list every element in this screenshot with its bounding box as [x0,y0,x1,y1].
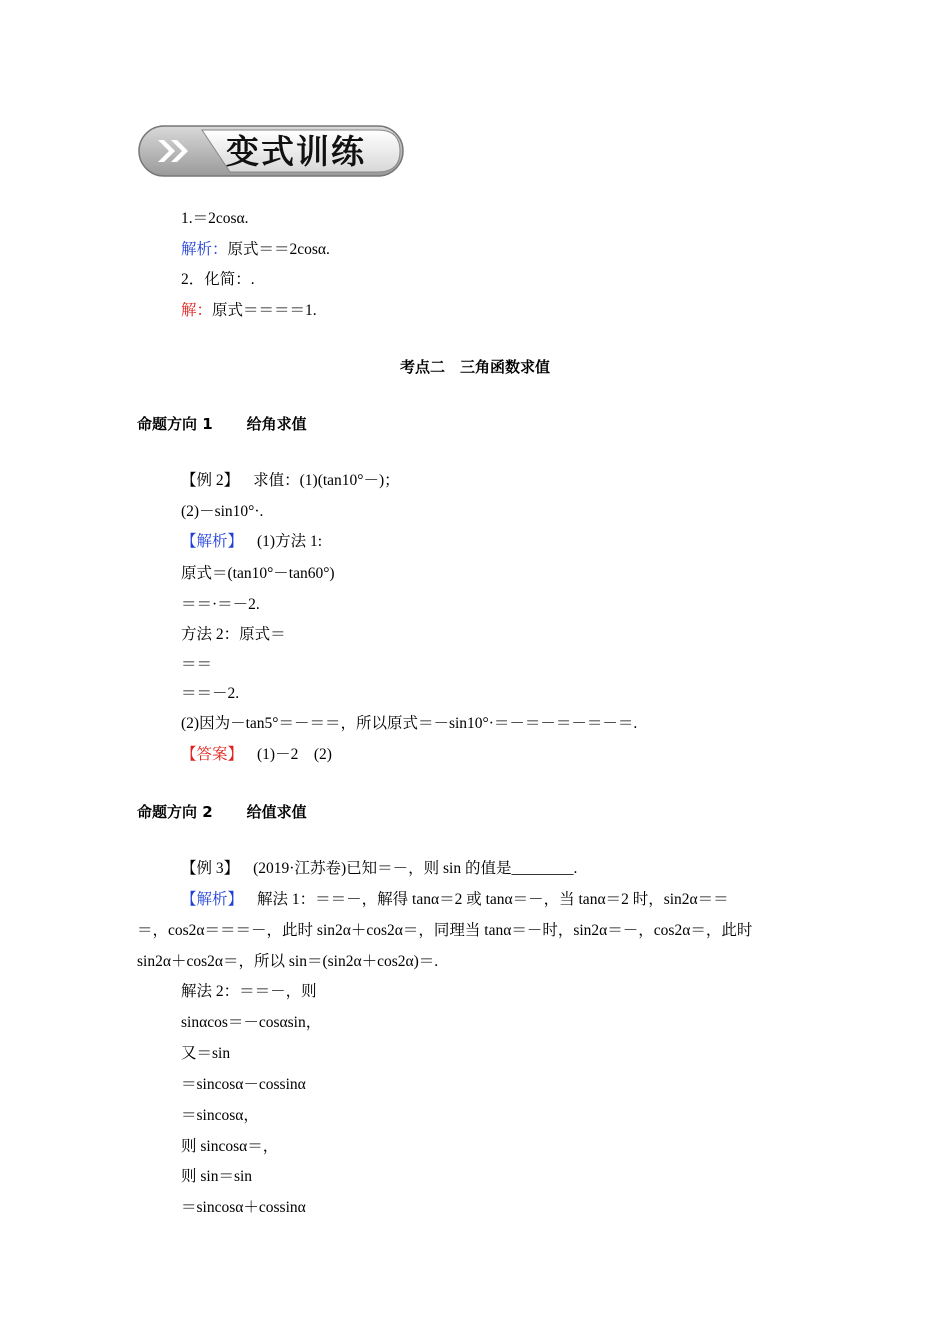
a1-label: 解析： [181,241,228,258]
example-3-line: ＝sincosα－cossinα [181,1076,306,1093]
drill-a2 [181,301,317,321]
a2-label: 解： [181,302,213,319]
example-2-problem-2: (2)－sin10°·. [181,503,264,520]
example-2-line: ＝＝－2. [181,685,240,702]
a2-text: 原式＝＝＝＝1. [212,302,317,319]
example-3-para-1: 解法 1：＝＝－，解得 tanα＝2 或 tanα＝－，当 tanα＝2 时，sin2α＝＝ [257,891,729,908]
example-2-answer [181,745,332,765]
direction-1-label: 命题方向 1 [137,415,213,433]
example-2-problem-1: 求值：(1)(tan10°－)； [253,472,400,489]
section-title: 考点二 三角函数求值 [399,358,550,376]
example-2-sol-label: 【解析】 [181,533,244,550]
example-2-line: 方法 2：原式＝ [181,626,286,643]
section-banner [138,124,406,178]
example-2-problem [181,471,400,491]
example-3-problem-text: (2019·江苏卷)已知＝－，则 sin 的值是________. [253,860,578,877]
direction-2-heading [137,802,307,822]
example-2-line: 原式＝(tan10°－tan60°) [181,565,335,582]
example-3-line: 则 sin＝sin [181,1168,253,1185]
example-2-line: ＝＝·＝－2. [181,596,260,613]
example-3-para-2: ＝，cos2α＝＝＝－，此时 sin2α＋cos2α＝，同理当 tanα＝－时，sin2α＝－，cos2α＝，此时 [137,922,753,939]
example-3-sol-label: 【解析】 [181,891,244,908]
example-3-solution-para-1 [181,890,729,910]
example-2-sol-intro: (1)方法 1: [257,533,323,550]
example-3-tag: 【例 3】 [181,860,240,877]
direction-1-heading [137,414,307,434]
example-3-line: 解法 2：＝＝－，则 [181,983,317,1000]
banner-title: 变式训练 [226,132,366,171]
direction-2-label: 命题方向 2 [137,803,213,821]
example-2-tag: 【例 2】 [181,472,240,489]
direction-2-title: 给值求值 [246,803,307,821]
example-2-line: (2)因为－tan5°＝－＝＝，所以原式＝－sin10°·＝－＝－＝－＝－＝. [181,715,638,732]
example-3-line: 又＝sin [181,1045,231,1062]
drill-q1: 1.＝2cosα. [181,210,249,227]
drill-a1 [181,240,330,260]
example-3-para-3: sin2α＋cos2α＝，所以 sin＝(sin2α＋cos2α)＝. [137,953,439,970]
example-2-solution-start [181,532,322,552]
example-2-line: ＝＝ [181,656,213,673]
direction-1-title: 给角求值 [246,415,307,433]
example-2-ans-text: (1)－2 (2) [257,746,332,763]
example-3-line: ＝sincosα＋cossinα [181,1199,306,1216]
a1-text: 原式＝＝2cosα. [227,241,330,258]
example-3-problem [181,859,577,879]
drill-q2: 2．化简：. [181,271,255,288]
example-3-line: ＝sincosα， [181,1107,259,1124]
example-3-line: sinαcos＝－cosαsin， [181,1014,322,1031]
example-3-line: 则 sincosα＝， [181,1138,279,1155]
example-2-ans-label: 【答案】 [181,746,244,763]
